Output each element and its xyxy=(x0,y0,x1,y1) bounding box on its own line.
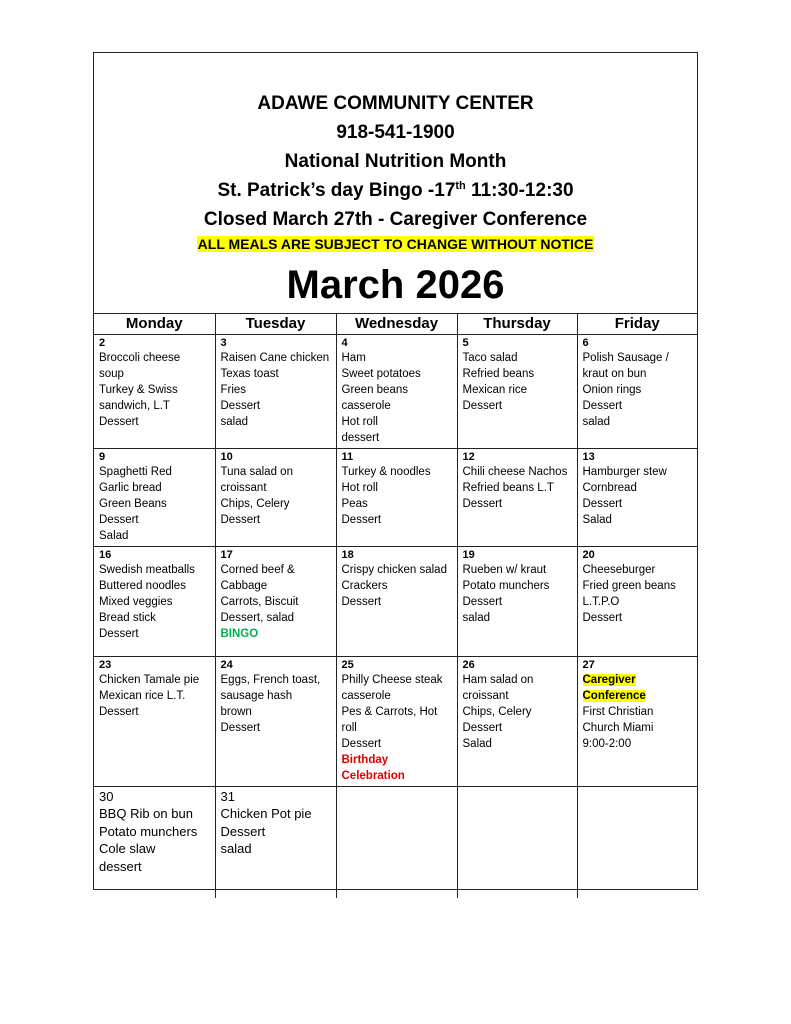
menu-item: Crispy chicken salad xyxy=(341,564,447,576)
day-number: 13 xyxy=(582,451,595,463)
menu-item: Green Beans xyxy=(99,498,167,510)
menu-item: Salad xyxy=(99,530,129,542)
menu-item: brown xyxy=(220,706,252,718)
bingo-notice-suffix: 11:30-12:30 xyxy=(465,180,574,201)
menu-item: kraut on bun xyxy=(582,368,647,380)
menu-item: salad xyxy=(220,841,252,856)
phone-number: 918-541-1900 xyxy=(336,122,455,143)
menu-item: Salad xyxy=(462,738,492,750)
menu-item: Chips, Celery xyxy=(462,706,532,718)
weekday-thursday: Thursday xyxy=(457,313,577,335)
empty-day-cell xyxy=(457,787,577,898)
day-cell xyxy=(577,449,697,547)
day-number: 25 xyxy=(341,659,354,671)
menu-item: Crackers xyxy=(341,580,388,592)
menu-item: Church Miami xyxy=(582,722,654,734)
weekday-wednesday: Wednesday xyxy=(336,313,457,335)
menu-item: Chips, Celery xyxy=(220,498,290,510)
calendar-header xyxy=(94,53,697,314)
day-cell xyxy=(577,335,697,449)
day-cell xyxy=(336,657,457,787)
menu-item: Ham xyxy=(341,352,366,364)
day-number: 19 xyxy=(462,549,475,561)
menu-item: Dessert xyxy=(462,596,503,608)
menu-item: salad xyxy=(462,612,490,624)
menu-item: Taco salad xyxy=(462,352,518,364)
menu-item: Cole slaw xyxy=(99,841,156,856)
menu-item: Dessert xyxy=(99,706,139,718)
menu-item: Chicken Tamale pie xyxy=(99,674,200,686)
day-number: 18 xyxy=(341,549,354,561)
menu-item: Chicken Pot pie xyxy=(220,806,312,821)
menu-item: croissant xyxy=(462,690,509,702)
week-row xyxy=(94,787,697,898)
menu-item: Dessert xyxy=(220,400,261,412)
menu-item: Broccoli cheese xyxy=(99,352,181,364)
menu-item: casserole xyxy=(341,400,391,412)
day-cell xyxy=(577,547,697,657)
menu-item: Cornbread xyxy=(582,482,637,494)
menu-item: Carrots, Biscuit xyxy=(220,596,299,608)
day-cell xyxy=(215,787,336,898)
day-number: 9 xyxy=(99,451,106,463)
day-number: 3 xyxy=(220,337,227,349)
menu-item: Refried beans xyxy=(462,368,535,380)
menu-item: salad xyxy=(220,416,248,428)
menu-item: salad xyxy=(582,416,610,428)
menu-item: Cabbage xyxy=(220,580,268,592)
center-name: ADAWE COMMUNITY CENTER xyxy=(257,93,534,114)
bingo-notice xyxy=(94,180,697,202)
day-cell xyxy=(457,657,577,787)
menu-item: Philly Cheese steak xyxy=(341,674,443,686)
day-number: 24 xyxy=(220,659,233,671)
day-number: 20 xyxy=(582,549,595,561)
menu-item: Rueben w/ kraut xyxy=(462,564,547,576)
day-number: 2 xyxy=(99,337,106,349)
menu-item: Dessert xyxy=(462,498,503,510)
menu-item: Potato munchers xyxy=(99,823,198,839)
change-warning-text: ALL MEALS ARE SUBJECT TO CHANGE WITHOUT NOTICE xyxy=(197,236,594,252)
menu-item: Hamburger stew xyxy=(582,466,667,478)
menu-item: 9:00-2:00 xyxy=(582,738,632,750)
day-number: 30 xyxy=(99,789,114,804)
week-row xyxy=(94,335,697,449)
day-number: 5 xyxy=(462,337,469,349)
weekday-friday: Friday xyxy=(577,313,697,335)
day-cell xyxy=(457,335,577,449)
menu-item: Turkey & noodles xyxy=(341,466,431,478)
menu-item: Corned beef & xyxy=(220,564,295,576)
day-cell xyxy=(336,335,457,449)
day-cell xyxy=(94,657,215,787)
day-number: 16 xyxy=(99,549,112,561)
empty-day-cell xyxy=(577,787,697,898)
highlighted-event-text: Caregiver xyxy=(582,674,636,686)
menu-item: Dessert xyxy=(582,612,623,624)
menu-item: Cheeseburger xyxy=(582,564,656,576)
menu-item: Garlic bread xyxy=(99,482,162,494)
menu-item: Mexican rice L.T. xyxy=(99,690,186,702)
day-cell xyxy=(577,657,697,787)
menu-item: Pes & Carrots, Hot xyxy=(341,706,438,718)
day-number: 12 xyxy=(462,451,475,463)
day-cell xyxy=(215,449,336,547)
birthday-event-label: Birthday xyxy=(341,754,389,766)
menu-item: dessert xyxy=(341,432,380,444)
menu-item: Polish Sausage / xyxy=(582,352,669,364)
menu-item: BBQ Rib on bun xyxy=(99,806,193,821)
day-number: 17 xyxy=(220,549,233,561)
menu-item: sandwich, L.T xyxy=(99,400,170,412)
week-row xyxy=(94,547,697,657)
monthly-theme: National Nutrition Month xyxy=(284,151,507,172)
menu-item: Mixed veggies xyxy=(99,596,173,608)
menu-item: Sweet potatoes xyxy=(341,368,421,380)
day-cell xyxy=(94,449,215,547)
menu-item: Dessert, salad xyxy=(220,612,295,624)
calendar-frame xyxy=(93,52,698,890)
menu-item: Chili cheese Nachos xyxy=(462,466,568,478)
menu-item: casserole xyxy=(341,690,391,702)
menu-item: Texas toast xyxy=(220,368,279,380)
menu-item: Dessert xyxy=(99,628,139,640)
day-cell xyxy=(94,335,215,449)
menu-item: Mexican rice xyxy=(462,384,528,396)
menu-item: Dessert xyxy=(462,722,503,734)
menu-item: Dessert xyxy=(462,400,503,412)
menu-calendar xyxy=(94,313,697,898)
day-cell xyxy=(215,657,336,787)
bingo-notice-prefix: St. Patrick’s day Bingo -17 xyxy=(217,180,456,201)
menu-item: Dessert xyxy=(341,738,382,750)
day-cell xyxy=(336,449,457,547)
calendar-weeks xyxy=(94,335,697,898)
menu-item: Spaghetti Red xyxy=(99,466,172,478)
day-number: 31 xyxy=(220,789,235,804)
menu-item: croissant xyxy=(220,482,267,494)
menu-item: Dessert xyxy=(220,823,266,839)
menu-item: Dessert xyxy=(99,514,139,526)
day-cell xyxy=(94,787,215,898)
menu-item: Dessert xyxy=(220,514,261,526)
menu-item: soup xyxy=(99,368,124,380)
menu-item: Dessert xyxy=(582,400,623,412)
menu-item: Swedish meatballs xyxy=(99,564,195,576)
day-number: 4 xyxy=(341,337,348,349)
menu-item: Green beans xyxy=(341,384,408,396)
empty-day-cell xyxy=(336,787,457,898)
month-title: March 2026 xyxy=(286,263,505,307)
menu-item: Fried green beans xyxy=(582,580,676,592)
menu-item: Hot roll xyxy=(341,416,378,428)
day-number: 11 xyxy=(341,451,354,463)
day-number: 23 xyxy=(99,659,112,671)
menu-item: Raisen Cane chicken xyxy=(220,352,330,364)
bingo-event-label: BINGO xyxy=(220,628,259,640)
day-number: 6 xyxy=(582,337,589,349)
weekday-tuesday: Tuesday xyxy=(215,313,336,335)
day-cell xyxy=(94,547,215,657)
bingo-notice-sup: th xyxy=(455,180,466,192)
menu-item: Dessert xyxy=(220,722,261,734)
menu-item: Dessert xyxy=(341,514,382,526)
closed-notice: Closed March 27th - Caregiver Conference xyxy=(203,209,588,230)
menu-item: Refried beans L.T xyxy=(462,482,554,494)
highlighted-event-text: Conference xyxy=(582,690,646,702)
menu-item: First Christian xyxy=(582,706,654,718)
menu-item: sausage hash xyxy=(220,690,293,702)
day-number: 26 xyxy=(462,659,475,671)
menu-item: Turkey & Swiss xyxy=(99,384,178,396)
day-cell xyxy=(215,547,336,657)
menu-item: Peas xyxy=(341,498,368,510)
menu-item: Ham salad on xyxy=(462,674,534,686)
menu-item: roll xyxy=(341,722,357,734)
menu-item: Bread stick xyxy=(99,612,156,624)
weekday-monday: Monday xyxy=(94,313,215,335)
week-row xyxy=(94,657,697,787)
menu-item: Dessert xyxy=(99,416,139,428)
change-warning xyxy=(94,236,697,252)
menu-item: Potato munchers xyxy=(462,580,550,592)
menu-item: Onion rings xyxy=(582,384,642,396)
weekday-header-row xyxy=(94,313,697,335)
day-cell xyxy=(336,547,457,657)
menu-item: Salad xyxy=(582,514,612,526)
menu-item: Buttered noodles xyxy=(99,580,186,592)
day-cell xyxy=(215,335,336,449)
menu-item: Dessert xyxy=(341,596,382,608)
day-cell xyxy=(457,547,577,657)
menu-item: L.T.P.O xyxy=(582,596,620,608)
menu-item: Eggs, French toast, xyxy=(220,674,321,686)
menu-item: dessert xyxy=(99,858,142,874)
menu-item: Tuna salad on xyxy=(220,466,293,478)
birthday-event-label: Celebration xyxy=(341,770,405,782)
menu-item: Fries xyxy=(220,384,247,396)
week-row xyxy=(94,449,697,547)
day-number: 10 xyxy=(220,451,233,463)
day-number: 27 xyxy=(582,659,595,671)
menu-item: Hot roll xyxy=(341,482,378,494)
menu-item: Dessert xyxy=(582,498,623,510)
day-cell xyxy=(457,449,577,547)
